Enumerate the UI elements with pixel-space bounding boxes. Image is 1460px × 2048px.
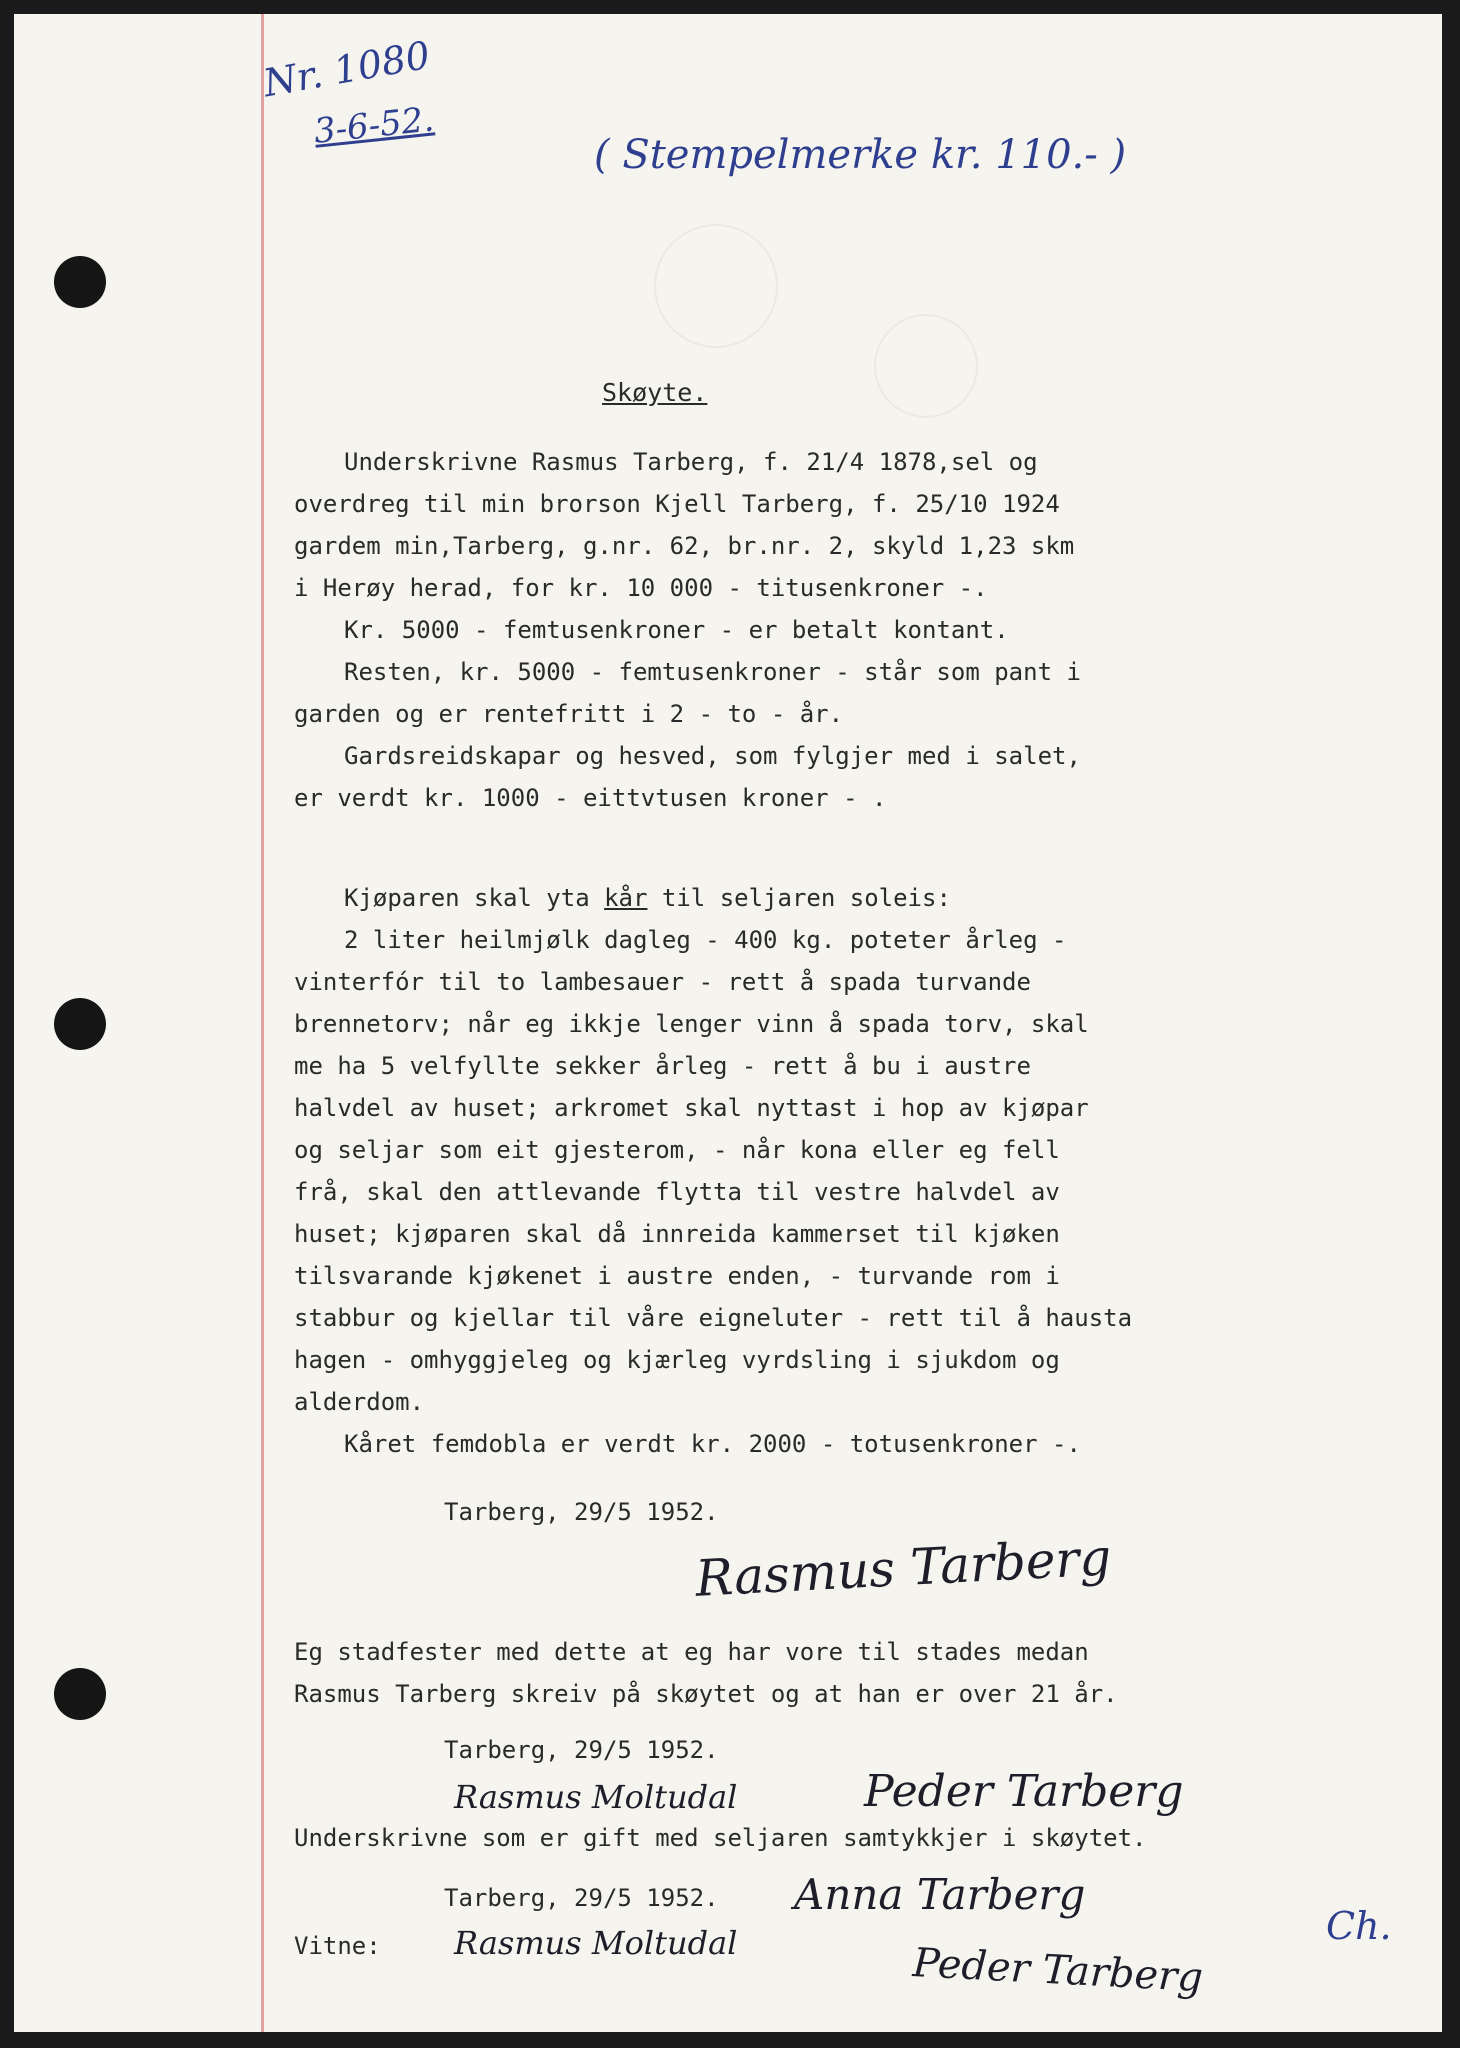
faint-stamp-mark — [874, 314, 978, 418]
document-page — [14, 14, 1442, 2032]
text-line: er verdt kr. 1000 - eittvtusen kroner - . — [294, 784, 887, 812]
clerk-initials: Ch. — [1326, 1904, 1392, 1948]
text-line: Kr. 5000 - femtusenkroner - er betalt kontant. — [344, 616, 1009, 644]
text-line: Resten, kr. 5000 - femtusenkroner - står som pant i — [344, 658, 1081, 686]
text-line: Underskrivne som er gift med seljaren samtykkjer i skøytet. — [294, 1824, 1147, 1852]
record-number: Nr. 1080 — [260, 32, 434, 106]
text-line: alderdom. — [294, 1388, 425, 1416]
wife-signature: Anna Tarberg — [794, 1870, 1086, 1919]
place-date: Tarberg, 29/5 1952. — [444, 1498, 719, 1526]
witness-signature: Peder Tarberg — [911, 1940, 1205, 2002]
record-date-annotation — [312, 99, 436, 151]
record-number-annotation — [260, 33, 433, 106]
text-line: Eg stadfester med dette at eg har vore til stades medan — [294, 1638, 1089, 1666]
punch-hole-bottom — [54, 1668, 106, 1720]
stamp-fee-annotation: ( Stempelmerke kr. 110.- ) — [594, 132, 1127, 178]
text-line: i Herøy herad, for kr. 10 000 - titusenkroner -. — [294, 574, 988, 602]
punch-hole-middle — [54, 998, 106, 1050]
witness-signature: Peder Tarberg — [864, 1766, 1184, 1817]
text-line: 2 liter heilmjølk dagleg - 400 kg. poteter årleg - — [344, 926, 1067, 954]
text-line: Gardsreidskapar og hesved, som fylgjer med i salet, — [344, 742, 1081, 770]
witness-signature: Rasmus Moltudal — [454, 1778, 738, 1816]
text-line: overdreg til min brorson Kjell Tarberg, f. 25/10 1924 — [294, 490, 1060, 518]
witness-signature: Rasmus Moltudal — [454, 1924, 738, 1962]
text-line: Rasmus Tarberg skreiv på skøytet og at han er over 21 år. — [294, 1680, 1118, 1708]
document-title: Skøyte. — [602, 378, 708, 407]
text-line: Underskrivne Rasmus Tarberg, f. 21/4 1878,sel og — [344, 448, 1038, 476]
text-line: huset; kjøparen skal då innreida kammerset til kjøken — [294, 1220, 1060, 1248]
text-line: gardem min,Tarberg, g.nr. 62, br.nr. 2, skyld 1,23 skm — [294, 532, 1075, 560]
faint-stamp-mark — [654, 224, 778, 348]
underlined-word: kår — [604, 884, 648, 912]
place-date: Tarberg, 29/5 1952. — [444, 1884, 719, 1912]
punch-hole-top — [54, 256, 106, 308]
text-line: stabbur og kjellar til våre eigneluter - rett til å hausta — [294, 1304, 1133, 1332]
text-line: hagen - omhyggjeleg og kjærleg vyrdsling i sjukdom og — [294, 1346, 1060, 1374]
text-line: me ha 5 velfyllte sekker årleg - rett å bu i austre — [294, 1052, 1031, 1080]
text-line: Kjøparen skal yta kår til seljaren soleis: — [344, 884, 951, 912]
margin-line — [261, 14, 264, 2032]
text-line: Kåret femdobla er verdt kr. 2000 - totusenkroner -. — [344, 1430, 1081, 1458]
text-line: halvdel av huset; arkromet skal nyttast i hop av kjøpar — [294, 1094, 1089, 1122]
text-line: vinterfór til to lambesauer - rett å spada turvande — [294, 968, 1031, 996]
text-line: garden og er rentefritt i 2 - to - år. — [294, 700, 844, 728]
text-line: brennetorv; når eg ikkje lenger vinn å spada torv, skal — [294, 1010, 1089, 1038]
seller-signature: Rasmus Tarberg — [694, 1528, 1113, 1608]
text-line: tilsvarande kjøkenet i austre enden, - turvande rom i — [294, 1262, 1060, 1290]
record-date: 3-6-52. — [312, 99, 436, 152]
text-line: frå, skal den attlevande flytta til vestre halvdel av — [294, 1178, 1060, 1206]
witness-label: Vitne: — [294, 1932, 381, 1960]
place-date: Tarberg, 29/5 1952. — [444, 1736, 719, 1764]
text-line: og seljar som eit gjesterom, - når kona eller eg fell — [294, 1136, 1060, 1164]
